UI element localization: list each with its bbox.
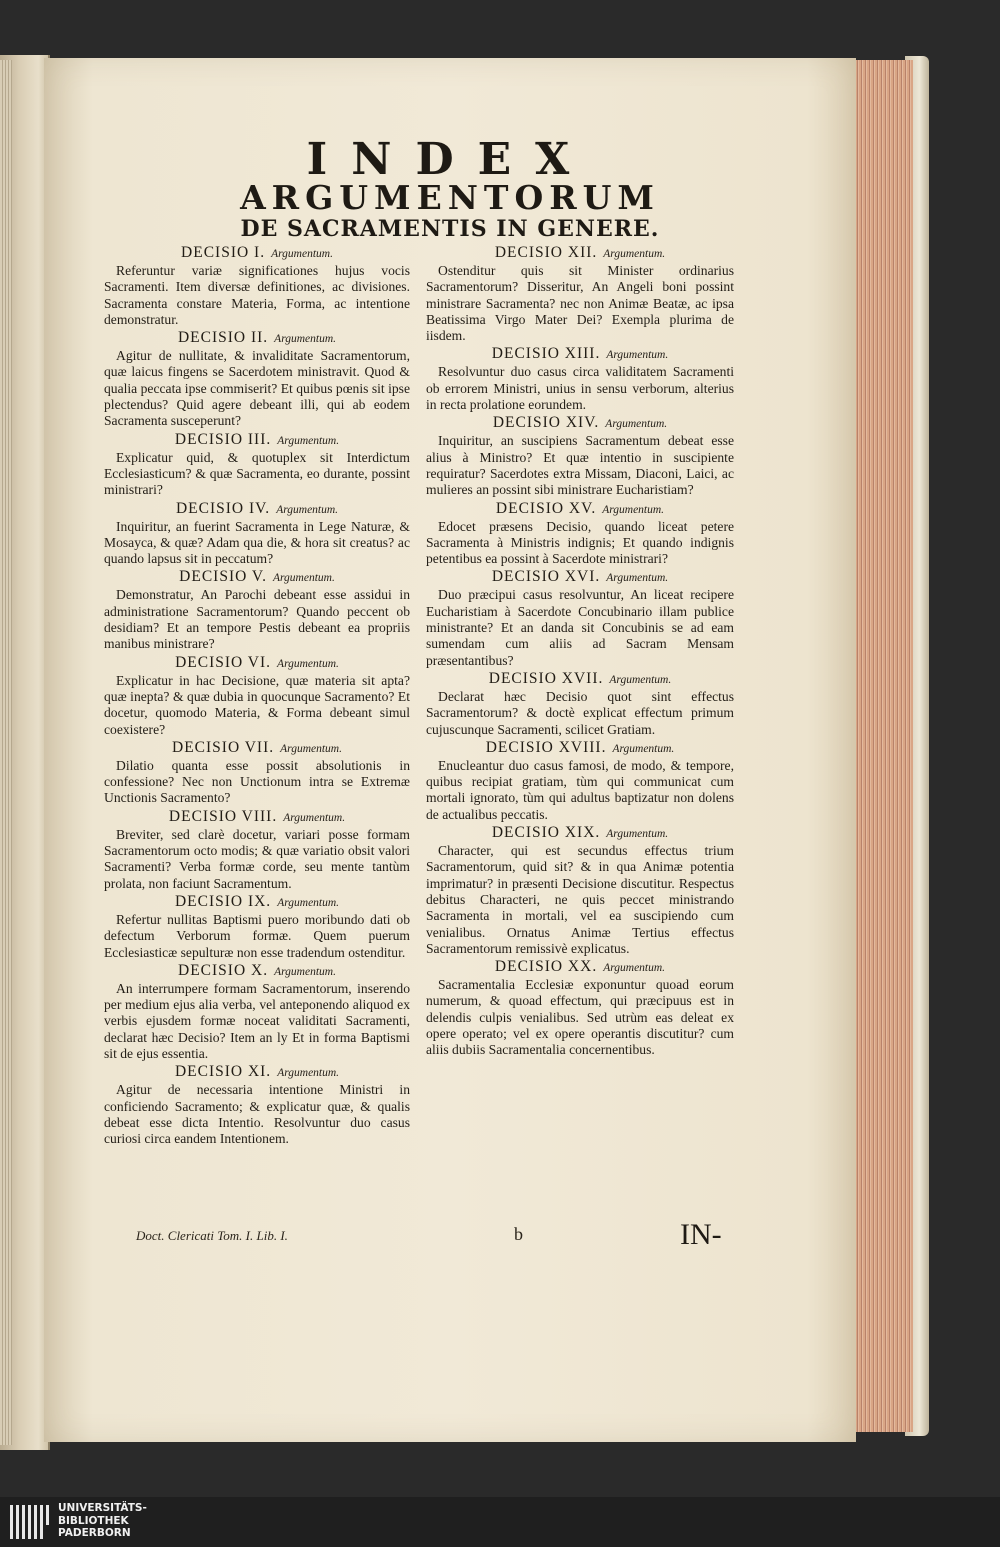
- decision-heading: DECISIO III. Argumentum.: [174, 430, 340, 448]
- title-argumentorum: ARGUMENTORUM: [240, 178, 660, 217]
- decision-text: Agitur de necessaria intentione Ministri in conficiendo Sacramento; & explicatur quæ, & qualis debeat esse dicta Intentio. Resolvuntur duo casus curiosi circa eandem Intentionem.: [104, 1082, 410, 1147]
- decision-text: Dilatio quanta esse possit absolutionis in confessione? Nec non Unctionum intra se Extremæ Unctionis Sacramento?: [104, 757, 410, 806]
- decision-heading: DECISIO XVII. Argumentum.: [488, 669, 672, 687]
- decision-entry: [104, 500, 410, 568]
- decision-text: Inquiritur, an fuerint Sacramenta in Lege Naturæ, & Mosayca, & quæ? Adam qua die, & hora sit creatus? ac quando lapsus sit in peccatum?: [104, 518, 410, 567]
- decision-heading: DECISIO X. Argumentum.: [178, 961, 336, 979]
- decision-heading: DECISIO V. Argumentum.: [179, 568, 335, 586]
- book-page: [44, 58, 856, 1442]
- decision-heading: DECISIO XIV. Argumentum.: [492, 414, 668, 432]
- decision-entry: [426, 345, 734, 413]
- decision-entry: [104, 808, 410, 892]
- printer-signature: Doct. Clericati Tom. I. Lib. I.: [136, 1228, 288, 1243]
- decision-text: Sacramentalia Ecclesiæ exponuntur quoad eorum numerum, & quoad effectum, qui præcipuus est in delendis culpis venialibus. Sed utrùm eas deleat ex opere operato; vel ex opere operantis discutitur? cum aliis dubiis Sacramentalia concernentibus.: [426, 977, 734, 1058]
- title-sacramentis: DE SACRAMENTIS IN GENERE.: [240, 216, 660, 242]
- decision-heading: DECISIO XV. Argumentum.: [495, 499, 665, 517]
- decision-heading: DECISIO I. Argumentum.: [181, 244, 333, 261]
- left-column: [104, 243, 410, 1147]
- library-logo-icon: [8, 1503, 52, 1541]
- catchword: IN-: [680, 1218, 722, 1251]
- decision-entry: [104, 329, 410, 429]
- decision-entry: [426, 739, 734, 823]
- decision-text: Breviter, sed clarè docetur, variari posse formam Sacramentorum octo modis; & quæ variatio obsit valori Sacramenti? Verba formæ corde, seu mente tantùm prolata, non faciunt Sacramentum.: [104, 826, 410, 891]
- decision-entry: [104, 893, 410, 961]
- decision-text: Demonstratur, An Parochi debeant esse assidui in administratione Sacramentorum? Quando peccent ob desidiam? Et an tempore Pestis debeant ea propriis manibus ministrare?: [104, 587, 410, 652]
- decision-entry: [104, 654, 410, 738]
- decision-heading: DECISIO IV. Argumentum.: [175, 499, 339, 517]
- decision-entry: [426, 958, 734, 1058]
- decision-text: An interrumpere formam Sacramentorum, inserendo per medium ejus alia verba, vel anteponendo aliquod ex verbis ejusdem formæ noceat validitati Sacramenti, declarat hæc Decisio? Item an ly Et in forma Baptismi sit de ejus essentia.: [104, 980, 410, 1061]
- left-page-leaves: [0, 60, 12, 1445]
- decision-heading: DECISIO XI. Argumentum.: [174, 1063, 340, 1081]
- decision-entry: [104, 431, 410, 499]
- decision-text: Explicatur quid, & quotuplex sit Interdictum Ecclesiasticum? & quæ Sacramenta, eo durante, possint ministrari?: [104, 449, 410, 498]
- decision-entry: [104, 1063, 410, 1147]
- decision-heading: DECISIO XVI. Argumentum.: [491, 568, 669, 586]
- right-column: [426, 243, 734, 1059]
- decision-text: Duo præcipui casus resolvuntur, An liceat recipere Eucharistiam à Sacerdote Concubinario illam publice ministrante? Et an danda sit Concubinis se ad eam sumendam cum aliis ad Sacram Mensam præsentantibus?: [426, 587, 734, 668]
- decision-text: Edocet præsens Decisio, quando liceat petere Sacramenta à Ministris indignis; Et quando indignis petentibus ea possint à Sacerdote ministrari?: [426, 518, 734, 567]
- decision-text: Resolvuntur duo casus circa validitatem Sacramenti ob errorem Ministri, unius in sensu verborum, alterius in recta prolatione eorundem.: [426, 364, 734, 413]
- decision-heading: DECISIO XIII. Argumentum.: [491, 345, 669, 363]
- library-name: UNIVERSITÄTS- BIBLIOTHEK PADERBORN: [58, 1502, 147, 1539]
- decision-heading: DECISIO II. Argumentum.: [177, 329, 337, 347]
- decision-heading: DECISIO XVIII. Argumentum.: [485, 738, 675, 756]
- decision-heading: DECISIO VII. Argumentum.: [172, 738, 342, 756]
- decision-heading: DECISIO XII. Argumentum.: [494, 244, 666, 261]
- decision-entry: [426, 414, 734, 498]
- decision-text: Explicatur in hac Decisione, quæ materia sit apta? quæ inepta? & quæ dubia in quocunque Sacramento? Et docetur, quomodo Materia, & Forma debeant simul coexistere?: [104, 672, 410, 737]
- decision-text: Enucleantur duo casus famosi, de modo, & tempore, quibus recipiat gratiam, tùm qui communicat cum mortali ignorato, tùm qui adultus baptizatur non dolens de actualibus peccatis.: [426, 757, 734, 822]
- decision-text: Agitur de nullitate, & invaliditate Sacramentorum, quæ laicus fingens se Sacerdotem ministravit. Quod & qualia peccata ipse commiserit? Et quibus pœnis sit ipse plectendus? Quid agere debeant illi, qui ab eodem Sacramenta susceperunt?: [104, 348, 410, 429]
- decision-entry: [426, 568, 734, 668]
- decision-heading: DECISIO IX. Argumentum.: [174, 892, 340, 910]
- decision-entry: [426, 824, 734, 957]
- decision-text: Inquiritur, an suscipiens Sacramentum debeat esse alius à Ministro? Et quæ intentio in suscipiente requiratur? Sacerdotes extra Missam, Diaconi, Laici, ac mulieres an possint sibi ministrare Eucharistiam?: [426, 433, 734, 498]
- decision-text: Referuntur variæ significationes hujus vocis Sacramenti. Item diversæ definitiones, ac divisiones. Sacramenta constare Materia, Forma, ac intentione demonstratur.: [104, 263, 410, 327]
- right-page-leaves: [850, 60, 913, 1432]
- decision-entry: [426, 500, 734, 568]
- decision-text: Refertur nullitas Baptismi puero moribundo dati ob defectum Verborum formæ. Quem puerum Ecclesiasticæ sepulturæ non esse tradendum ostenditur.: [104, 911, 410, 960]
- decision-entry: [104, 739, 410, 807]
- decision-text: Character, qui est secundus effectus trium Sacramentorum, quid sit? & in qua Animæ potentia imprimatur? in præsenti Decisione discutitur. Respectus debitus Characteri, ne quis peccet ministrando Sacramenta in mortali, vel ea suscipiendo cum venialibus. Ornatus Animæ Tertius effectus Sacramentorum remissivè explicatus.: [426, 843, 734, 956]
- title-index: INDEX: [306, 134, 594, 185]
- decision-entry: [426, 244, 734, 344]
- decision-heading: DECISIO VI. Argumentum.: [175, 653, 339, 671]
- decision-text: Declarat hæc Decisio quot sint effectus Sacramentorum? & doctè explicat effectum primum cujuscunque Sacramenti, scilicet Gratiam.: [426, 688, 734, 737]
- decision-entry: [104, 244, 410, 328]
- decision-heading: DECISIO XX. Argumentum.: [494, 958, 666, 976]
- decision-heading: DECISIO XIX. Argumentum.: [491, 824, 669, 842]
- library-bar: [0, 1497, 1000, 1547]
- decision-entry: [426, 670, 734, 738]
- decision-entry: [104, 962, 410, 1062]
- decision-heading: DECISIO VIII. Argumentum.: [168, 807, 346, 825]
- signature-mark: b: [514, 1224, 523, 1244]
- decision-entry: [104, 568, 410, 652]
- decision-text: Ostenditur quis sit Minister ordinarius Sacramentorum? Disseritur, An Angeli boni possint ministrare Sacramenta? nec non Animæ Beatæ, ac ipsa Beatissima Virgo Mater Dei? Exempla plurima de iisdem.: [426, 263, 734, 344]
